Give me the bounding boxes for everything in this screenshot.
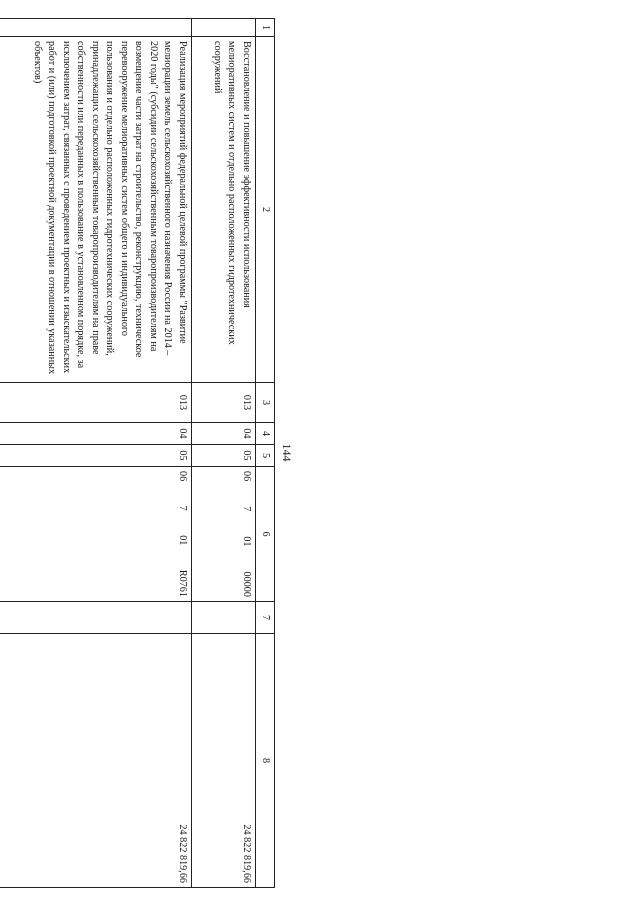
subsection-code-cell: 05 (0, 445, 191, 467)
target-code-segment: 06 (240, 471, 252, 482)
column-header: 7 (255, 602, 274, 634)
row-index-cell (191, 19, 255, 37)
target-article-cell (0, 467, 191, 602)
column-header: 3 (255, 383, 274, 423)
page-number: 144 (280, 443, 294, 462)
row-index-cell (0, 19, 191, 37)
column-header: 4 (255, 423, 274, 445)
target-code-segment: 7 (240, 506, 252, 512)
table-row (0, 19, 191, 888)
budget-table (0, 18, 275, 888)
target-code-segment: 7 (176, 505, 188, 511)
column-header: 5 (255, 445, 274, 467)
admin-code-cell: 013 (191, 383, 255, 423)
column-header: 1 (255, 19, 274, 37)
target-code-segment: R0761 (176, 569, 188, 597)
amount-cell: 24 822 819,66 (0, 634, 191, 888)
expense-name-cell: Реализация мероприятий федеральной целевой программы "Развитие мелиорации земель сельскохозяйственного назначения России на 2014 – 2020 годы" (субсидии сельскохозяйственным товаропроизводителям на возмещение части затрат на строительство, реконструкцию, техническое перевооружение мелиоративных систем общего и индивидуального пользования и отдельно расположенных гидротехнических сооружений, принадлежащих сельскохозяйственным товаропроизводителям на праве собственности или переданных в пользование в установленном порядке, за исключением затрат, связанных с проведением проектных и изыскательских работ и (или) подготовкой проектной документации в отношении указанных объектов) (0, 37, 191, 383)
admin-code-cell: 013 (0, 383, 191, 423)
table-body (0, 19, 255, 888)
section-code-cell: 04 (0, 423, 191, 445)
target-code-segment: 01 (240, 536, 252, 547)
target-code-segment: 00000 (240, 571, 252, 597)
table-row (191, 19, 255, 888)
expense-type-cell (0, 602, 191, 634)
amount-cell: 24 822 819,66 (191, 634, 255, 888)
target-code-segment: 01 (176, 535, 188, 546)
expense-name-cell: Восстановление и повышение эффективности использования мелиоративных систем и отдельно расположенных гидротехнических сооружений (191, 37, 255, 383)
expense-type-cell (191, 602, 255, 634)
target-article-cell (191, 467, 255, 602)
target-code-segment: 06 (176, 471, 188, 482)
subsection-code-cell: 05 (191, 445, 255, 467)
column-header: 6 (255, 467, 274, 602)
column-header: 2 (255, 37, 274, 383)
section-code-cell: 04 (191, 423, 255, 445)
column-header: 8 (255, 634, 274, 888)
column-number-row (255, 19, 274, 888)
